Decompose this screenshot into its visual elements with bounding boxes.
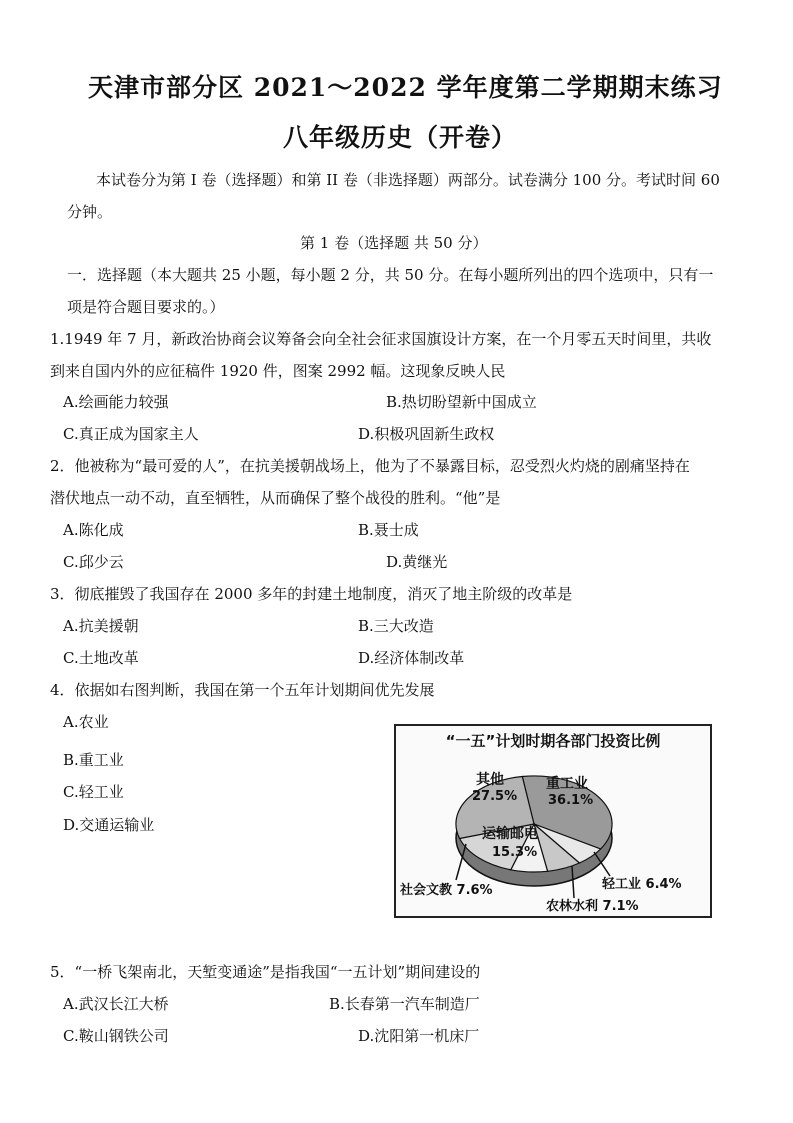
investment-pie-chart [394, 724, 712, 918]
question-2-option-d: D.黄继光 [386, 553, 448, 571]
slice-label-transport: 运输邮电 [482, 826, 538, 842]
pie-chart-svg [396, 726, 710, 916]
question-4-option-d: D.交通运输业 [63, 816, 155, 834]
question-3-option-a: A.抗美援朝 [63, 617, 139, 635]
question-3-stem: 3．彻底摧毁了我国存在 2000 多年的封建土地制度，消灭了地主阶级的改革是 [50, 585, 573, 603]
page-title: 天津市部分区 2021～2022 学年度第二学期期末练习 [88, 73, 723, 102]
section-instruction: 一．选择题（本大题共 25 小题，每小题 2 分，共 50 分。在每小题所列出的四个选项中，只有一 [67, 266, 714, 284]
question-5-stem: 5．“一桥飞架南北，天堑变通途”是指我国“一五计划”期间建设的 [50, 963, 481, 981]
question-2-stem: 2．他被称为“最可爱的人”，在抗美援朝战场上，他为了不暴露目标，忍受烈火灼烧的剧痛坚持在 [50, 457, 690, 475]
question-4-option-a: A.农业 [63, 713, 109, 731]
slice-label-other: 其他 [476, 772, 504, 788]
question-5-option-d: D.沈阳第一机床厂 [358, 1027, 480, 1045]
question-3-option-b: B.三大改造 [358, 617, 434, 635]
question-1-option-c: C.真正成为国家主人 [63, 425, 199, 443]
question-2-option-c: C.邱少云 [63, 553, 124, 571]
slice-value-other: 27.5% [472, 789, 518, 804]
question-2-option-b: B.聂士成 [358, 521, 419, 539]
question-1-stem-cont: 到来自国内外的应征稿件 1920 件，图案 2992 幅。这现象反映人民 [50, 362, 506, 380]
slice-value-heavy-industry: 36.1% [548, 793, 594, 808]
intro-text-cont: 分钟。 [67, 203, 113, 221]
slice-label-heavy-industry: 重工业 [546, 776, 588, 792]
slice-label-culture-education: 社会文教 7.6% [400, 883, 493, 898]
slice-label-light-industry: 轻工业 6.4% [602, 877, 682, 892]
question-2-stem-cont: 潜伏地点一动不动，直至牺牲，从而确保了整个战役的胜利。“他”是 [50, 489, 501, 507]
question-5-option-b: B.长春第一汽车制造厂 [329, 995, 480, 1013]
question-3-option-d: D.经济体制改革 [358, 649, 465, 667]
question-1-option-b: B.热切盼望新中国成立 [386, 393, 537, 411]
question-4-stem: 4．依据如右图判断，我国在第一个五年计划期间优先发展 [50, 681, 435, 699]
chart-title: “一五”计划时期各部门投资比例 [445, 732, 661, 750]
question-1-stem: 1.1949 年 7 月，新政治协商会议筹备会向全社会征求国旗设计方案，在一个月零五天时间里，共收 [50, 330, 712, 348]
question-5-option-a: A.武汉长江大桥 [63, 995, 169, 1013]
question-2-option-a: A.陈化成 [63, 521, 124, 539]
slice-label-agriculture: 农林水利 7.1% [546, 899, 639, 914]
slice-value-transport: 15.3% [492, 845, 538, 860]
page-subtitle: 八年级历史（开卷） [283, 123, 518, 152]
question-1-option-d: D.积极巩固新生政权 [358, 425, 495, 443]
question-5-option-c: C.鞍山钢铁公司 [63, 1027, 169, 1045]
question-4-option-b: B.重工业 [63, 751, 124, 769]
section-instruction-cont: 项是符合题目要求的。） [67, 298, 225, 316]
question-1-option-a: A.绘画能力较强 [63, 393, 169, 411]
section-heading: 第 1 卷（选择题 共 50 分） [300, 234, 488, 252]
intro-text: 本试卷分为第 I 卷（选择题）和第 II 卷（非选择题）两部分。试卷满分 100 分。考试时间 60 [96, 171, 720, 189]
question-3-option-c: C.土地改革 [63, 649, 139, 667]
question-4-option-c: C.轻工业 [63, 783, 124, 801]
